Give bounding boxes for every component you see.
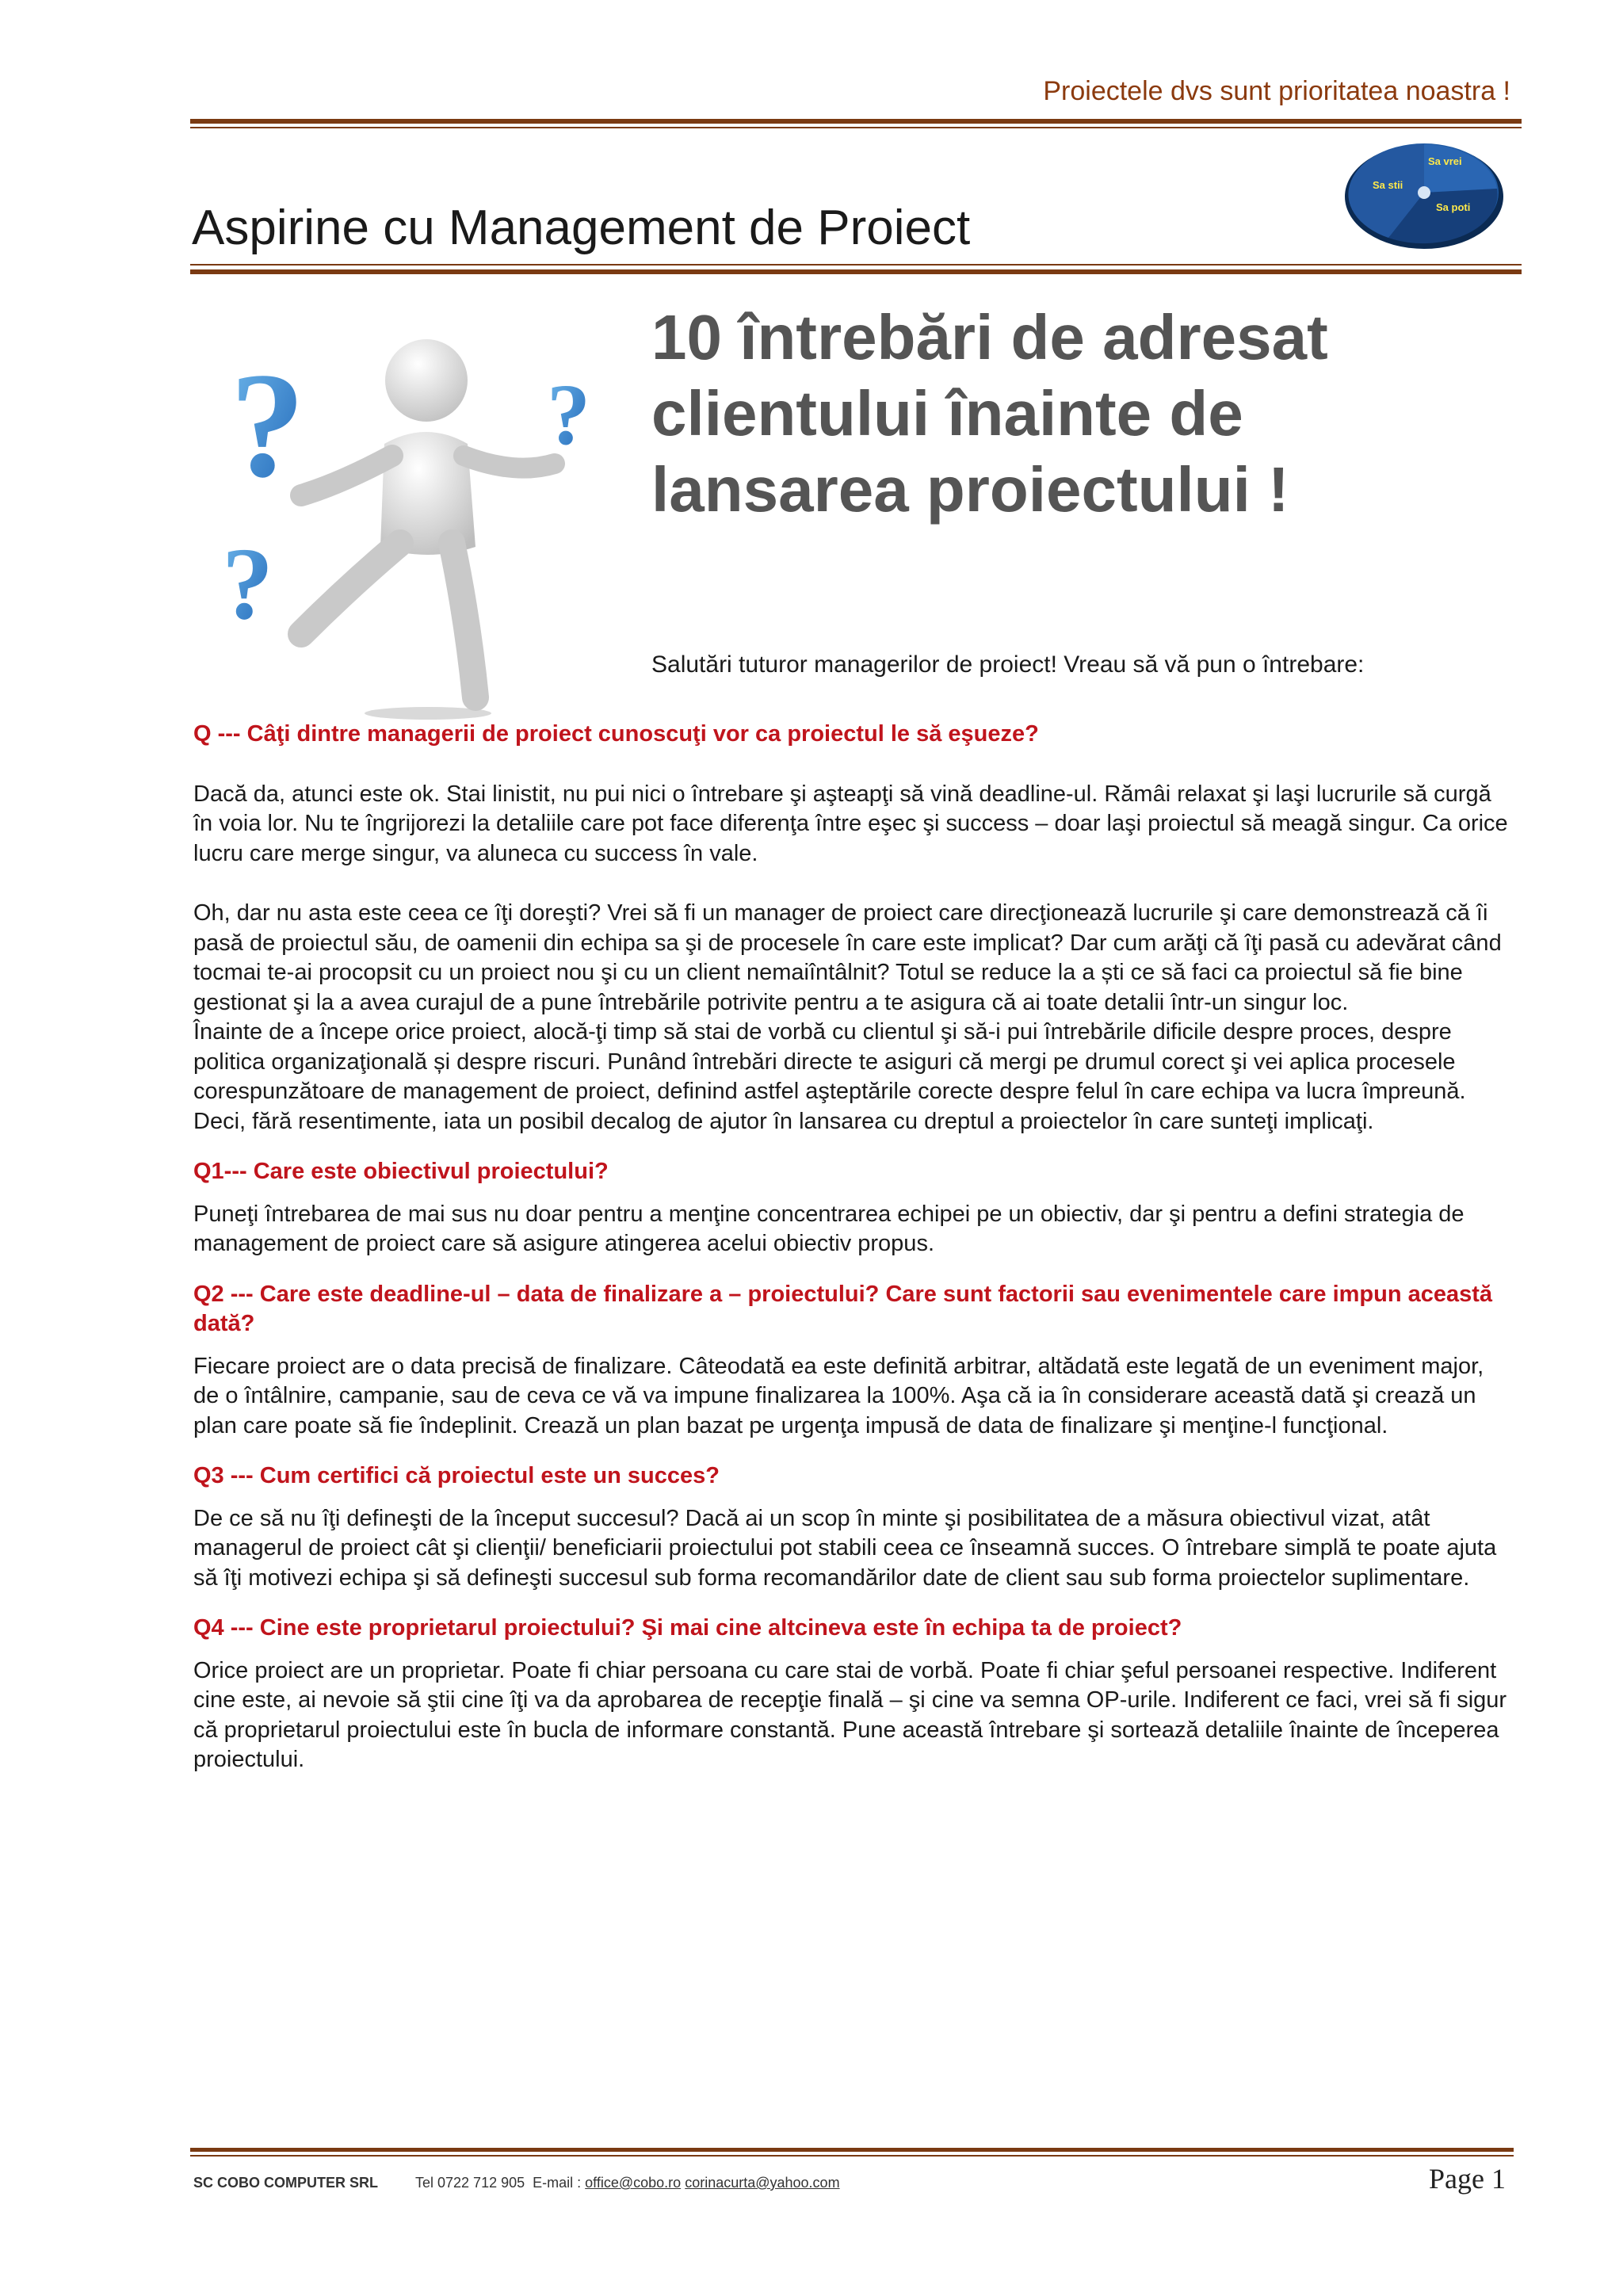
footer-rule	[190, 2148, 1514, 2152]
paragraph: Puneţi întrebarea de mai sus nu doar pentru a menţine concentrarea echipei pe un obiectiv, dar şi pentru a defini strategia de management de proiect care să asigure atingerea acelui obiectiv propus.	[193, 1201, 1465, 1256]
footer-email-label: E-mail :	[533, 2175, 582, 2191]
svg-text:?: ?	[222, 527, 273, 641]
question-figure-icon	[214, 317, 626, 721]
section-title: Aspirine cu Management de Proiect	[192, 201, 971, 255]
article-heading-line: clientului înainte de	[651, 378, 1243, 449]
logo-text-poti: Sa poti	[1436, 201, 1471, 213]
footer-company: SC COBO COMPUTER SRL	[193, 2175, 379, 2191]
footer-phone: Tel 0722 712 905	[415, 2175, 525, 2191]
header-rule-bottom	[190, 269, 1522, 274]
article-heading-line: lansarea proiectului !	[651, 454, 1289, 525]
question-heading: Q4 --- Cine este proprietarul proiectului? Şi mai cine altcineva este în echipa ta de proiect?	[193, 1615, 1182, 1641]
header-rule-bottom-thin	[190, 264, 1522, 266]
page-number: Page 1	[1429, 2163, 1506, 2195]
question-heading: Q --- Câţi dintre managerii de proiect cunoscuţi vor ca proiectul le să eşueze?	[193, 721, 1039, 747]
question-heading: Q2 --- Care este deadline-ul – data de finalizare a – proiectului? Care sunt factorii sau evenimentele care impun această dată?	[193, 1281, 1493, 1336]
footer-email-link[interactable]: corinacurta@yahoo.com	[685, 2175, 840, 2191]
article-heading	[651, 300, 1476, 528]
header-rule-top	[190, 119, 1522, 124]
svg-text:?: ?	[230, 342, 305, 509]
footer-rule-thin	[190, 2155, 1514, 2157]
article-intro: Salutări tuturor managerilor de proiect! Vreau să vă pun o întrebare:	[651, 651, 1365, 678]
paragraph: De ce să nu îţi defineşti de la început succesul? Dacă ai un scop în minte şi posibilitatea de a măsura obiectivul vizat, atât managerul de proiect cât şi clienţii/ beneficiarii proiectului pot stabili ceea ce înseamnă succes. O întrebare simplă te poate ajuta să îţi motivezi echipa şi să defineşti succesul sub forma recomandărilor date de client sau sub forma proiectelor suplimentare.	[193, 1505, 1497, 1591]
logo-disc-icon	[1341, 133, 1507, 252]
paragraph: Oh, dar nu asta este ceea ce îţi doreşti? Vrei să fi un manager de proiect care direcţionează lucrurile şi care demonstrează că îi pasă de proiectul său, de oamenii din echipa sa şi de procesele în care este implicat? Dar cum arăţi că îţi pasă cu adevărat când tocmai te-ai procopsit cu un proiect nou şi cu un client nemaiîntâlnit? Totul se reduce la a ști ce să faci ca proiectul să fie bine gestionat şi la a avea curajul de a pune întrebările potrivite pentru a te asigura că ai toate detalii într-un singur loc.	[193, 900, 1502, 1015]
footer-contact	[415, 2175, 840, 2191]
article-body	[193, 720, 1509, 1775]
question-heading: Q3 --- Cum certifici că proiectul este un succes?	[193, 1463, 720, 1488]
logo-text-stii: Sa stii	[1373, 179, 1403, 191]
header-rule-top-thin	[190, 127, 1522, 128]
logo-text-vrei: Sa vrei	[1428, 155, 1462, 167]
paragraph: Înainte de a începe orice proiect, alocă-ţi timp să stai de vorbă cu clientul şi să-i pui întrebările dificile despre proces, despre politica organizaţională și despre riscuri. Punând întrebări directe te asiguri că mergi pe drumul corect şi vei aplica procesele corespunzătoare de management de proiect, definind astfel aşteptările corecte despre felul în care echipa va lucra împreună.	[193, 1019, 1466, 1104]
paragraph: Deci, fără resentimente, iata un posibil decalog de ajutor în lansarea cu dreptul a proiectelor în care sunteţi implicaţi.	[193, 1108, 1374, 1134]
footer-email-link[interactable]: office@cobo.ro	[585, 2175, 682, 2191]
paragraph: Fiecare proiect are o data precisă de finalizare. Câteodată ea este definită arbitrar, altădată este legată de un eveniment major, de o întâlnire, campanie, sau de ceva ce vă va impune finalizarea la 100%. Aşa că ia în considerare această dată şi crează un plan care poate să fie îndeplinit. Crează un plan bazat pe urgenţa impusă de data de finalizare şi menţine-l funcţional.	[193, 1353, 1484, 1438]
question-heading: Q1--- Care este obiectivul proiectului?	[193, 1159, 609, 1184]
article-heading-line: 10 întrebări de adresat	[651, 302, 1328, 372]
header-tagline: Proiectele dvs sunt prioritatea noastra !	[1043, 76, 1510, 106]
paragraph: Orice proiect are un proprietar. Poate fi chiar persoana cu care stai de vorbă. Poate fi chiar şeful persoanei respective. Indiferent cine este, ai nevoie să ştii cine îţi va da aprobarea de recepţie finală – şi cine va semna OP-urile. Indiferent ce faci, vrei să fi sigur că proprietarul proiectului este în bucla de informare constantă. Pune această întrebare şi sortează detaliile înainte de începerea proiectului.	[193, 1657, 1507, 1772]
svg-text:?: ?	[547, 366, 590, 463]
paragraph: Dacă da, atunci este ok. Stai linistit, nu pui nici o întrebare şi aşteapţi să vină deadline-ul. Rămâi relaxat şi laşi lucrurile să curgă în voia lor. Nu te îngrijorezi la detaliile care pot face diferenţa între eşec şi success – doar laşi proiectul să meagă singur. Ca orice lucru care merge singur, va aluneca cu success în vale.	[193, 781, 1508, 866]
